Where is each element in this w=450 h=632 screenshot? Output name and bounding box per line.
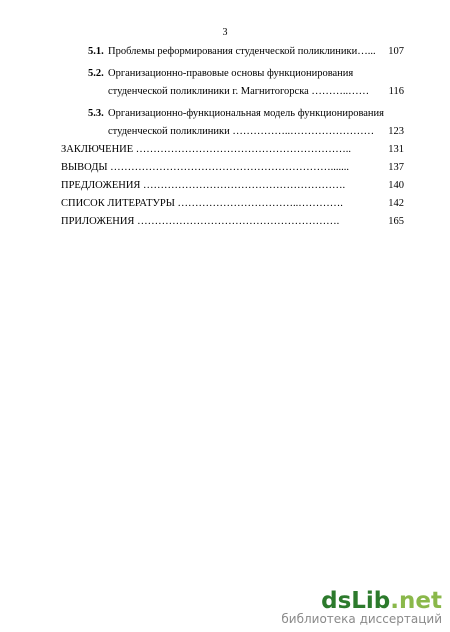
toc-entry-text: Проблемы реформирования студенческой поликлиники…...	[108, 46, 376, 57]
toc-section-number: 5.1.	[88, 46, 104, 57]
toc-entry-page: 107	[388, 46, 404, 57]
toc-entry-text: ВЫВОДЫ ……………………………………………………….......	[61, 162, 350, 173]
toc-entry-page: 137	[388, 162, 404, 173]
toc-entry-text: Организационно-функциональная модель функционирования	[108, 108, 384, 119]
toc-entry-text: СПИСОК ЛИТЕРАТУРЫ ……………………………..………….	[61, 198, 343, 209]
toc-section-number: 5.2.	[88, 68, 104, 79]
toc-entry-text: студенческой поликлиники ……………..……………………	[108, 126, 375, 137]
toc-entry-text: ПРЕДЛОЖЕНИЯ ………………………………………………….	[61, 180, 346, 191]
dslib-watermark	[281, 589, 442, 626]
toc-entry-page: 140	[388, 180, 404, 191]
toc-entry-page: 116	[388, 86, 404, 97]
toc-entry-page: 142	[388, 198, 404, 209]
toc-entry-text: Организационно-правовые основы функционирования	[108, 68, 354, 79]
watermark-subtitle: библиотека диссертаций	[281, 612, 442, 626]
toc-entry-text: ЗАКЛЮЧЕНИЕ ……………………………………………………..	[61, 144, 352, 155]
toc-entry-page: 123	[388, 126, 404, 137]
toc-entry-page: 165	[388, 216, 404, 227]
toc-entry-text: студенческой поликлиники г. Магнитогорска ………..……	[108, 86, 370, 97]
page-number: 3	[222, 27, 228, 38]
toc-entry-page: 131	[388, 144, 404, 155]
toc-section-number: 5.3.	[88, 108, 104, 119]
toc-entry-text: ПРИЛОЖЕНИЯ ………………………………………………….	[61, 216, 340, 227]
dslib-logo: dsLib.net	[321, 588, 442, 614]
